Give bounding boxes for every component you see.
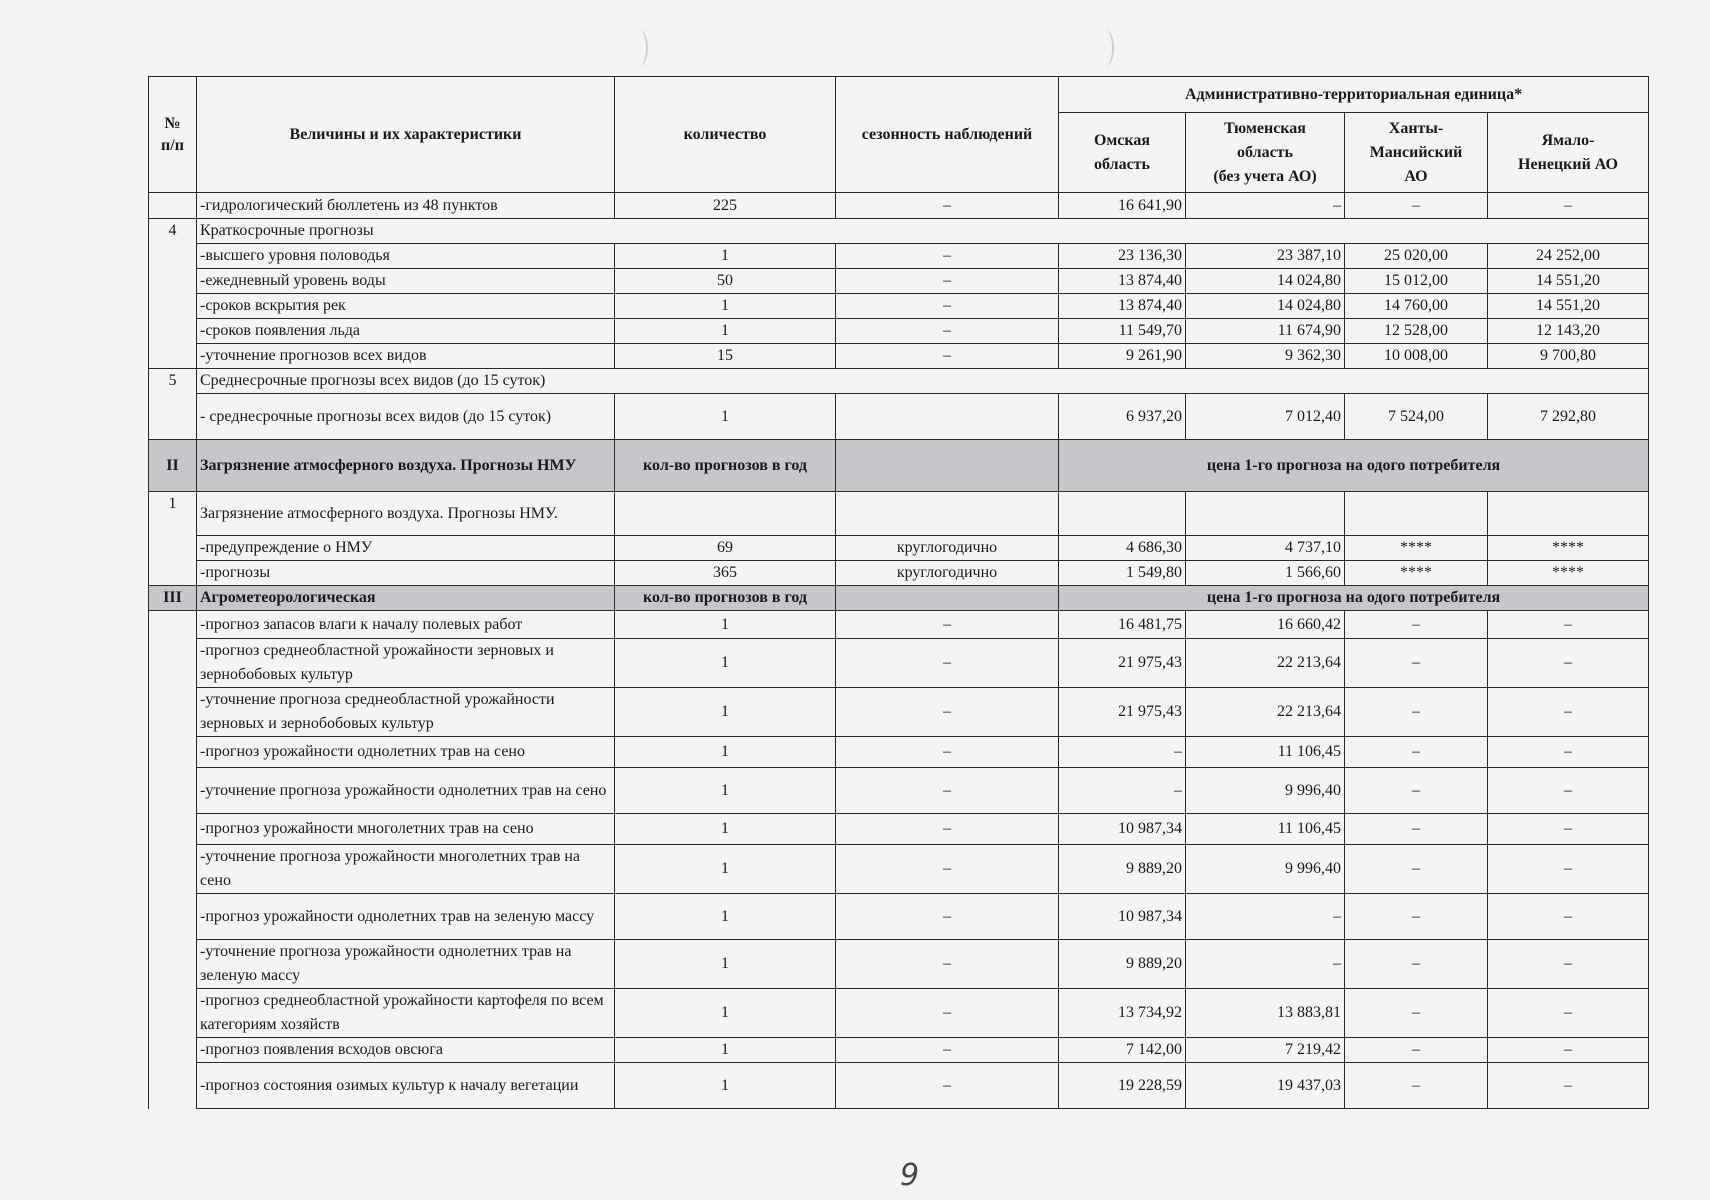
row-khmao: – <box>1345 768 1488 814</box>
row-tyumen: 9 996,40 <box>1186 845 1345 894</box>
row-qty: 15 <box>615 344 836 369</box>
header-tyumen: Тюменская область (без учета АО) <box>1186 113 1345 193</box>
row-name: - среднесрочные прогнозы всех видов (до 15 суток) <box>197 394 615 440</box>
row-season: – <box>836 244 1059 269</box>
row-khmao: – <box>1345 1038 1488 1063</box>
row-qty: 1 <box>615 845 836 894</box>
row-yanao: 9 700,80 <box>1488 344 1649 369</box>
group-num: 4 <box>149 219 197 369</box>
row-tyumen: 11 106,45 <box>1186 737 1345 768</box>
row-season <box>836 394 1059 440</box>
row-khmao: 14 760,00 <box>1345 294 1488 319</box>
row-omsk: – <box>1059 737 1186 768</box>
row-qty: 1 <box>615 244 836 269</box>
row-qty: 1 <box>615 639 836 688</box>
scan-artifact <box>632 30 648 66</box>
section-title: Агрометеорологическая <box>197 586 615 611</box>
row-name: -уточнение прогноза среднеобластной урожайности зерновых и зернобобовых культур <box>197 688 615 737</box>
row-name: -прогноз среднеобластной урожайности картофеля по всем категориям хозяйств <box>197 989 615 1038</box>
row-tyumen: – <box>1186 940 1345 989</box>
row-qty: 225 <box>615 193 836 219</box>
row-num-empty <box>149 193 197 219</box>
header-season: сезонность наблюдений <box>836 77 1059 193</box>
table-row <box>149 1063 1649 1109</box>
row-season: – <box>836 344 1059 369</box>
table-row <box>149 737 1649 768</box>
page-number: 9 <box>900 1158 920 1193</box>
table-row <box>149 394 1649 440</box>
table-row <box>149 344 1649 369</box>
row-name: -гидрологический бюллетень из 48 пунктов <box>197 193 615 219</box>
row-season: – <box>836 894 1059 940</box>
table-row <box>149 193 1649 219</box>
row-tyumen: 9 362,30 <box>1186 344 1345 369</box>
row-omsk: 13 874,40 <box>1059 294 1186 319</box>
section-qty-label: кол-во прогнозов в год <box>615 586 836 611</box>
row-qty: 1 <box>615 894 836 940</box>
row-tyumen: 4 737,10 <box>1186 536 1345 561</box>
row-khmao: – <box>1345 845 1488 894</box>
row-name: -прогноз урожайности однолетних трав на зеленую массу <box>197 894 615 940</box>
row-yanao: – <box>1488 768 1649 814</box>
group-num: 5 <box>149 369 197 440</box>
row-yanao: – <box>1488 894 1649 940</box>
row-name: -ежедневный уровень воды <box>197 269 615 294</box>
section-price-label: цена 1-го прогноза на одого потребителя <box>1059 440 1649 492</box>
row-name: -прогноз урожайности многолетних трав на сено <box>197 814 615 845</box>
row-season: – <box>836 639 1059 688</box>
row-season: – <box>836 1063 1059 1109</box>
row-tyumen: – <box>1186 193 1345 219</box>
row-khmao: – <box>1345 894 1488 940</box>
empty-cell <box>836 492 1059 536</box>
scan-artifact <box>1098 30 1114 66</box>
row-qty: 1 <box>615 688 836 737</box>
row-khmao: **** <box>1345 561 1488 586</box>
group-row <box>149 369 1649 394</box>
row-yanao: 24 252,00 <box>1488 244 1649 269</box>
group-title: Краткосрочные прогнозы <box>197 219 1649 244</box>
row-season: – <box>836 193 1059 219</box>
row-khmao: – <box>1345 737 1488 768</box>
group-title: Загрязнение атмосферного воздуха. Прогнозы НМУ. <box>197 492 615 536</box>
row-omsk: 21 975,43 <box>1059 639 1186 688</box>
row-name: -сроков вскрытия рек <box>197 294 615 319</box>
row-khmao: – <box>1345 989 1488 1038</box>
table-row <box>149 561 1649 586</box>
row-tyumen: 9 996,40 <box>1186 768 1345 814</box>
row-name: -прогноз среднеобластной урожайности зерновых и зернобобовых культур <box>197 639 615 688</box>
row-yanao: **** <box>1488 561 1649 586</box>
row-khmao: **** <box>1345 536 1488 561</box>
row-khmao: – <box>1345 193 1488 219</box>
header-admin-unit: Административно-территориальная единица* <box>1059 77 1649 113</box>
table-row <box>149 688 1649 737</box>
row-yanao: 12 143,20 <box>1488 319 1649 344</box>
row-tyumen: – <box>1186 894 1345 940</box>
row-qty: 365 <box>615 561 836 586</box>
row-omsk: 7 142,00 <box>1059 1038 1186 1063</box>
row-tyumen: 11 106,45 <box>1186 814 1345 845</box>
row-omsk: 16 481,75 <box>1059 611 1186 639</box>
row-yanao: 14 551,20 <box>1488 294 1649 319</box>
row-qty: 1 <box>615 940 836 989</box>
header-khmao: Ханты- Мансийский АО <box>1345 113 1488 193</box>
row-khmao: – <box>1345 611 1488 639</box>
table-row <box>149 940 1649 989</box>
row-yanao: 7 292,80 <box>1488 394 1649 440</box>
table-row <box>149 845 1649 894</box>
row-omsk: 4 686,30 <box>1059 536 1186 561</box>
row-name: -прогноз урожайности однолетних трав на сено <box>197 737 615 768</box>
table-row <box>149 814 1649 845</box>
section-qty-label: кол-во прогнозов в год <box>615 440 836 492</box>
row-tyumen: 22 213,64 <box>1186 639 1345 688</box>
row-khmao: – <box>1345 940 1488 989</box>
row-yanao: – <box>1488 737 1649 768</box>
row-yanao: – <box>1488 845 1649 894</box>
empty-cell <box>1488 492 1649 536</box>
table-row <box>149 639 1649 688</box>
row-name: -прогноз появления всходов овсюга <box>197 1038 615 1063</box>
row-tyumen: 1 566,60 <box>1186 561 1345 586</box>
row-qty: 1 <box>615 814 836 845</box>
table-row <box>149 269 1649 294</box>
row-yanao: 14 551,20 <box>1488 269 1649 294</box>
row-season: – <box>836 294 1059 319</box>
row-qty: 1 <box>615 394 836 440</box>
row-name: -высшего уровня половодья <box>197 244 615 269</box>
row-yanao: – <box>1488 989 1649 1038</box>
row-omsk: 19 228,59 <box>1059 1063 1186 1109</box>
row-khmao: – <box>1345 1063 1488 1109</box>
row-yanao: – <box>1488 1063 1649 1109</box>
row-omsk: 23 136,30 <box>1059 244 1186 269</box>
group-row <box>149 219 1649 244</box>
row-omsk: 13 874,40 <box>1059 269 1186 294</box>
row-season: круглогодично <box>836 536 1059 561</box>
row-season: – <box>836 845 1059 894</box>
row-omsk: 11 549,70 <box>1059 319 1186 344</box>
row-season: – <box>836 269 1059 294</box>
row-tyumen: 22 213,64 <box>1186 688 1345 737</box>
row-season: – <box>836 814 1059 845</box>
row-tyumen: 7 012,40 <box>1186 394 1345 440</box>
table-row <box>149 989 1649 1038</box>
header-yanao: Ямало- Ненецкий АО <box>1488 113 1649 193</box>
row-omsk: 9 261,90 <box>1059 344 1186 369</box>
row-qty: 1 <box>615 1038 836 1063</box>
row-season: круглогодично <box>836 561 1059 586</box>
row-season: – <box>836 737 1059 768</box>
row-qty: 69 <box>615 536 836 561</box>
table-row <box>149 536 1649 561</box>
row-yanao: – <box>1488 1038 1649 1063</box>
table-row <box>149 319 1649 344</box>
row-name: -прогнозы <box>197 561 615 586</box>
row-name: -прогноз запасов влаги к началу полевых работ <box>197 611 615 639</box>
row-khmao: – <box>1345 814 1488 845</box>
row-qty: 1 <box>615 768 836 814</box>
table-row <box>149 244 1649 269</box>
row-omsk: 16 641,90 <box>1059 193 1186 219</box>
section-title: Загрязнение атмосферного воздуха. Прогнозы НМУ <box>197 440 615 492</box>
row-qty: 1 <box>615 611 836 639</box>
section-num: II <box>149 440 197 492</box>
row-name: -уточнение прогноза урожайности однолетних трав на зеленую массу <box>197 940 615 989</box>
row-num-empty <box>149 611 197 1109</box>
row-qty: 1 <box>615 737 836 768</box>
row-name: -уточнение прогнозов всех видов <box>197 344 615 369</box>
row-tyumen: 11 674,90 <box>1186 319 1345 344</box>
row-khmao: 15 012,00 <box>1345 269 1488 294</box>
row-khmao: – <box>1345 688 1488 737</box>
row-season: – <box>836 768 1059 814</box>
row-tyumen: 16 660,42 <box>1186 611 1345 639</box>
row-tyumen: 19 437,03 <box>1186 1063 1345 1109</box>
section-header-row <box>149 586 1649 611</box>
row-yanao: – <box>1488 639 1649 688</box>
row-khmao: 25 020,00 <box>1345 244 1488 269</box>
table-row <box>149 611 1649 639</box>
row-omsk: 10 987,34 <box>1059 814 1186 845</box>
row-omsk: 13 734,92 <box>1059 989 1186 1038</box>
row-name: -прогноз состояния озимых культур к началу вегетации <box>197 1063 615 1109</box>
group-num: 1 <box>149 492 197 586</box>
row-season: – <box>836 989 1059 1038</box>
row-season: – <box>836 688 1059 737</box>
table-row <box>149 894 1649 940</box>
row-name: -уточнение прогноза урожайности однолетних трав на сено <box>197 768 615 814</box>
header-name: Величины и их характеристики <box>197 77 615 193</box>
table-row <box>149 294 1649 319</box>
row-omsk: 9 889,20 <box>1059 845 1186 894</box>
row-season: – <box>836 1038 1059 1063</box>
header-qty: количество <box>615 77 836 193</box>
group-title: Среднесрочные прогнозы всех видов (до 15 суток) <box>197 369 1649 394</box>
row-yanao: – <box>1488 940 1649 989</box>
empty-cell <box>836 586 1059 611</box>
row-name: -предупреждение о НМУ <box>197 536 615 561</box>
row-name: -уточнение прогноза урожайности многолетних трав на сено <box>197 845 615 894</box>
row-season: – <box>836 319 1059 344</box>
table-row <box>149 768 1649 814</box>
row-omsk: 10 987,34 <box>1059 894 1186 940</box>
price-table <box>148 76 1649 1109</box>
row-omsk: 9 889,20 <box>1059 940 1186 989</box>
row-qty: 1 <box>615 989 836 1038</box>
header-num: № п/п <box>149 77 197 193</box>
row-qty: 1 <box>615 319 836 344</box>
row-khmao: 7 524,00 <box>1345 394 1488 440</box>
row-khmao: – <box>1345 639 1488 688</box>
row-omsk: 6 937,20 <box>1059 394 1186 440</box>
empty-cell <box>615 492 836 536</box>
row-season: – <box>836 940 1059 989</box>
section-num: III <box>149 586 197 611</box>
row-tyumen: 23 387,10 <box>1186 244 1345 269</box>
empty-cell <box>1059 492 1186 536</box>
table-body <box>149 193 1649 1109</box>
row-qty: 1 <box>615 1063 836 1109</box>
row-omsk: 21 975,43 <box>1059 688 1186 737</box>
row-khmao: 10 008,00 <box>1345 344 1488 369</box>
table-row <box>149 1038 1649 1063</box>
row-yanao: – <box>1488 193 1649 219</box>
row-tyumen: 14 024,80 <box>1186 294 1345 319</box>
row-yanao: – <box>1488 814 1649 845</box>
row-season: – <box>836 611 1059 639</box>
row-tyumen: 13 883,81 <box>1186 989 1345 1038</box>
empty-cell <box>1186 492 1345 536</box>
row-tyumen: 7 219,42 <box>1186 1038 1345 1063</box>
row-tyumen: 14 024,80 <box>1186 269 1345 294</box>
row-yanao: – <box>1488 688 1649 737</box>
header-omsk: Омская область <box>1059 113 1186 193</box>
section-price-label: цена 1-го прогноза на одого потребителя <box>1059 586 1649 611</box>
row-omsk: – <box>1059 768 1186 814</box>
row-qty: 50 <box>615 269 836 294</box>
row-yanao: – <box>1488 611 1649 639</box>
row-omsk: 1 549,80 <box>1059 561 1186 586</box>
empty-cell <box>1345 492 1488 536</box>
row-yanao: **** <box>1488 536 1649 561</box>
section-header-row <box>149 440 1649 492</box>
empty-cell <box>836 440 1059 492</box>
row-name: -сроков появления льда <box>197 319 615 344</box>
row-qty: 1 <box>615 294 836 319</box>
group-row <box>149 492 1649 536</box>
row-khmao: 12 528,00 <box>1345 319 1488 344</box>
